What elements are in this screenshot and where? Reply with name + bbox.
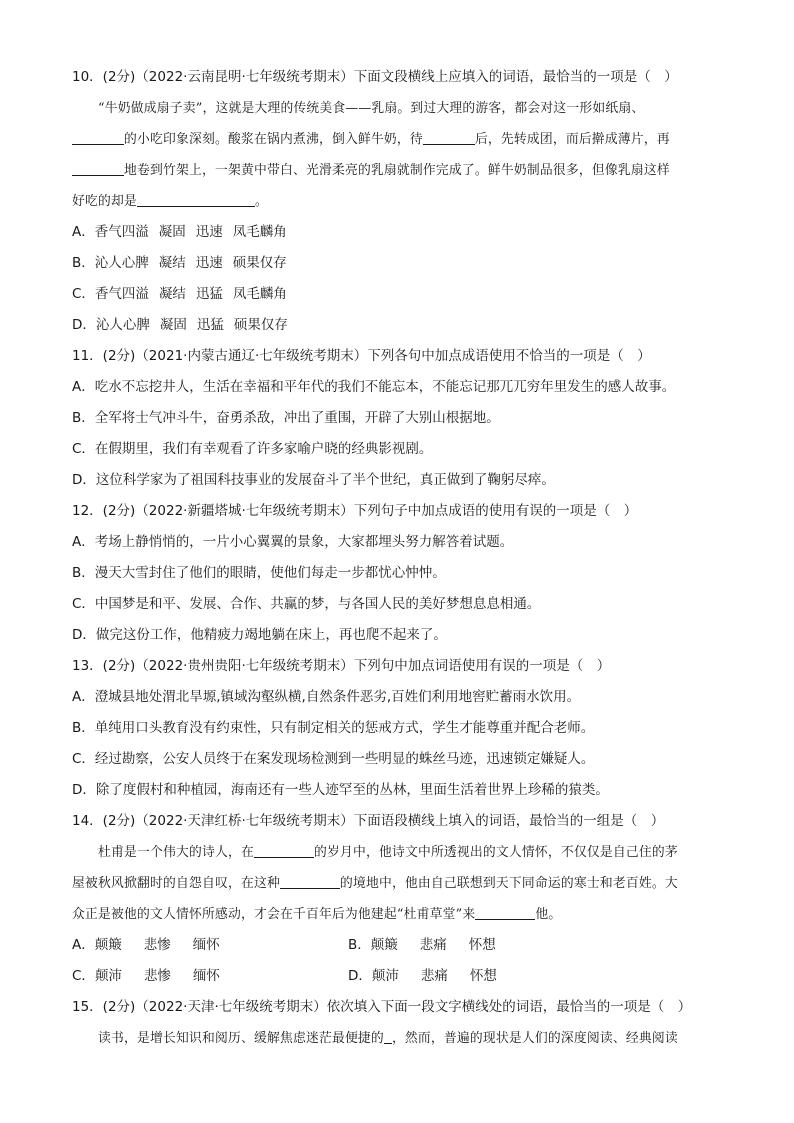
question-11-option-a[interactable]: A．吃水不忘挖井人，生活在幸福和平年代的我们不能忘本，不能忘记那兀兀穷年里发生的感人故事。 [72, 379, 676, 395]
question-11-option-b[interactable]: B．全军将士气冲斗牛，奋勇杀敌，冲出了重围，开辟了大别山根据地。 [72, 410, 500, 426]
question-10-passage-line-2: 的小吃印象深刻。酸浆在锅内煮沸，倒入鲜牛奶，待 后，先转成团，而后擀成薄片，再 [72, 124, 722, 155]
question-15-passage-line-1: 读书，是增长知识和阅历、缓解焦虑迷茫最便捷的 ，然而，普遍的现状是人们的深度阅读、经典阅读 [98, 1031, 678, 1046]
answer-blank [137, 192, 255, 207]
answer-blank [384, 1029, 392, 1044]
question-10-option-d[interactable]: D．沁人心脾 凝固 迅猛 硕果仅存 [72, 317, 288, 333]
question-12-option-b[interactable]: B．漫天大雪封住了他们的眼睛，使他们每走一步都忧心忡忡。 [72, 565, 446, 581]
question-12-option-d[interactable]: D．做完这份工作，他精疲力竭地躺在床上，再也爬不起来了。 [72, 627, 447, 643]
answer-blank [72, 161, 124, 176]
question-14-passage-line-3: 众正是被他的文人情怀所感动，才会在千百年后为他建起“杜甫草堂”来 他。 [72, 907, 562, 922]
question-14-passage-line-1: 杜甫是一个伟大的诗人，在 的岁月中，他诗文中所透视出的文人情怀，不仅仅是自己住的茅 [98, 845, 678, 860]
exam-page [72, 62, 722, 1054]
answer-blank [475, 905, 535, 920]
question-11-option-d[interactable]: D．这位科学家为了祖国科技事业的发展奋斗了半个世纪，真正做到了鞠躬尽瘁。 [72, 472, 555, 488]
answer-blank [280, 874, 340, 889]
answer-blank [423, 130, 475, 145]
question-10-passage-line-3: 地卷到竹架上，一架黄中带白、光滑柔亮的乳扇就制作完成了。鲜牛奶制品很多，但像乳扇这样 [72, 155, 722, 186]
question-14-options-row-1 [72, 930, 722, 961]
question-14-options-row-2 [72, 961, 722, 992]
question-14-option-a[interactable]: A．颠簸 悲惨 缅怀 [72, 937, 220, 953]
question-13-option-a[interactable]: A．澄城县地处渭北旱塬,镇域沟壑纵横,自然条件恶劣,百姓们利用地窖贮蓄雨水饮用。 [72, 689, 581, 705]
question-14-option-b[interactable]: B．颠簸 悲痛 怀想 [348, 937, 496, 953]
question-10-option-b[interactable]: B．沁人心脾 凝结 迅速 硕果仅存 [72, 255, 287, 271]
question-10-passage-line-1: “牛奶做成扇子卖”，这就是大理的传统美食——乳扇。到过大理的游客，都会对这一形如纸扇、 [98, 101, 645, 116]
question-13-stem: 13．(2分)（2022·贵州贵阳·七年级统考期末）下列句中加点词语使用有误的一项是（ ） [72, 658, 611, 674]
question-14-option-c[interactable]: C．颠沛 悲惨 缅怀 [72, 968, 220, 984]
question-14-stem: 14．(2分)（2022·天津红桥·七年级统考期末）下面语段横线上填入的词语，最恰当的一组是（ ） [72, 813, 665, 829]
question-10-option-a[interactable]: A．香气四溢 凝固 迅速 凤毛麟角 [72, 224, 287, 240]
question-13-option-c[interactable]: C．经过勘察，公安人员终于在案发现场检测到一些明显的蛛丝马迹，迅速锁定嫌疑人。 [72, 751, 595, 767]
question-10-stem: 10．(2分)（2022·云南昆明·七年级统考期末）下面文段横线上应填入的词语，最恰当的一项是（ ） [72, 69, 678, 85]
question-10-passage-line-4: 好吃的却是 。 [72, 194, 268, 209]
question-13-option-b[interactable]: B．单纯用口头教育没有约束性，只有制定相关的惩戒方式，学生才能尊重并配合老师。 [72, 720, 595, 736]
question-12-option-c[interactable]: C．中国梦是和平、发展、合作、共赢的梦，与各国人民的美好梦想息息相通。 [72, 596, 541, 612]
question-13-option-d[interactable]: D．除了度假村和种植园，海南还有一些人迹罕至的丛林，里面生活着世界上珍稀的猿类。 [72, 782, 609, 798]
question-14-option-d[interactable]: D．颠沛 悲痛 怀想 [348, 968, 497, 984]
answer-blank [254, 843, 314, 858]
question-12-option-a[interactable]: A．考场上静悄悄的，一片小心翼翼的景象，大家都埋头努力解答着试题。 [72, 534, 514, 550]
question-12-stem: 12．(2分)（2022·新疆塔城·七年级统考期末）下列句子中加点成语的使用有误的一项是（ ） [72, 503, 638, 519]
question-11-stem: 11．(2分)（2021·内蒙古通辽·七年级统考期末）下列各句中加点成语使用不恰当的一项是（ ） [72, 348, 651, 364]
question-11-option-c[interactable]: C．在假期里，我们有幸观看了许多家喻户晓的经典影视剧。 [72, 441, 433, 457]
question-15-stem: 15．(2分)（2022·天津·七年级统考期末）依次填入下面一段文字横线处的词语，最恰当的一项是（ ） [72, 999, 692, 1015]
answer-blank [72, 130, 124, 145]
question-14-passage-line-2: 屋被秋风掀翻时的自怨自叹，在这种 的境地中，他由自己联想到天下同命运的寒士和老百姓。大 [72, 876, 678, 891]
question-10-option-c[interactable]: C．香气四溢 凝结 迅猛 凤毛麟角 [72, 286, 287, 302]
